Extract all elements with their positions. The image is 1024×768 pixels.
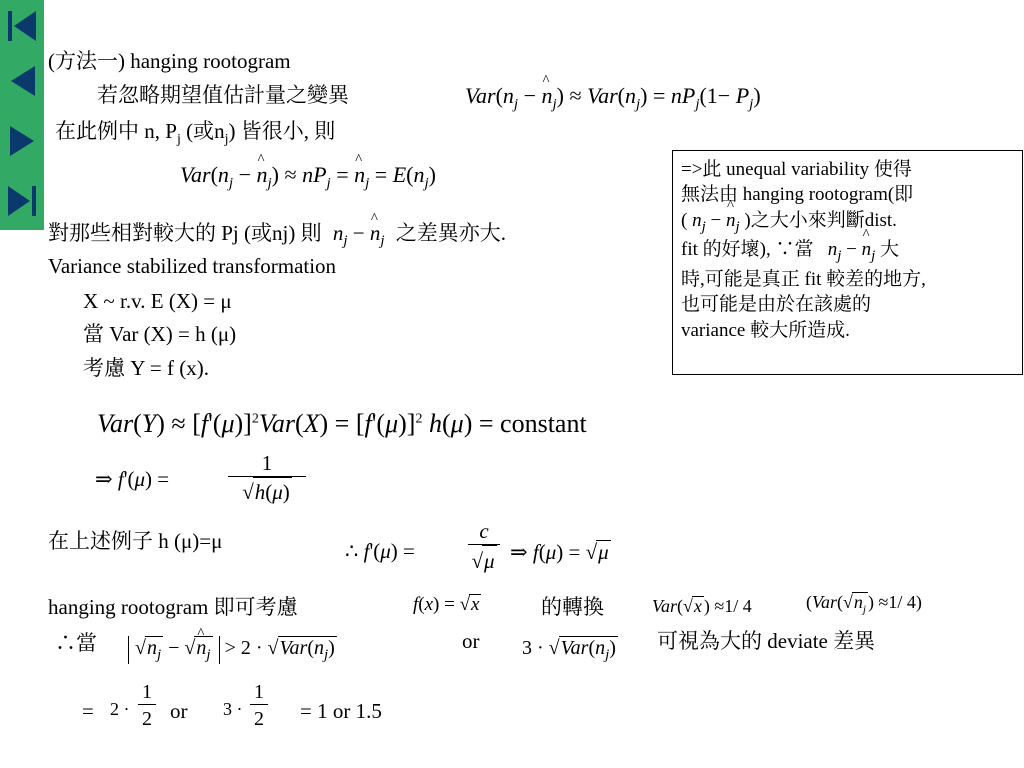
half-fraction-1 bbox=[138, 680, 156, 733]
text-part: 之差異亦大. bbox=[395, 221, 507, 245]
small-values-text bbox=[55, 120, 335, 148]
difference-formula: $n_j$ − ^ $n_j$ bbox=[333, 221, 385, 245]
consider-sqrt-text: hanging rootogram 即可考慮 bbox=[48, 595, 298, 619]
equals-sign: = bbox=[82, 699, 94, 723]
box-line-4: fit 的好壞), ∵當 $n_j$ − ^ $n_j$ 大 bbox=[681, 237, 1014, 267]
box-line-5: 時,可能是真正 fit 較差的地方, bbox=[681, 269, 926, 290]
variance-formula-1: $Var(n_j$ − ^ $n_j) \approx Var(n_j) = nP_j(1- P_j)$ bbox=[465, 84, 761, 113]
last-slide-icon bbox=[5, 183, 39, 219]
first-slide-button[interactable] bbox=[4, 2, 40, 50]
or-label-1: or bbox=[462, 629, 480, 653]
numerator: 1 bbox=[261, 451, 273, 475]
text-part: (或n bbox=[180, 119, 225, 143]
therefore-formula-lhs: ∴ f'(μ) = bbox=[345, 539, 415, 563]
text-part: ) 皆很小, 則 bbox=[228, 119, 336, 143]
box-line-7: variance 較大所造成. bbox=[681, 319, 850, 341]
box-line-1: =>此 unequal variability 使得 bbox=[681, 159, 912, 180]
denominator: √μ bbox=[468, 544, 500, 576]
three-times: 3 · bbox=[223, 699, 243, 719]
ignore-variance-text: 若忽略期望值估計量之變異 bbox=[97, 83, 349, 107]
last-slide-button[interactable] bbox=[4, 177, 40, 225]
text-sub: j bbox=[224, 132, 229, 148]
text-part: 對那些相對較大的 Pj (或nj) 則 bbox=[48, 221, 322, 245]
denominator: 2 bbox=[138, 704, 156, 733]
sqrt-variance-formula: Var(√x ) ≈1/ 4 bbox=[652, 596, 752, 616]
deviate-text: 可視為大的 deviate 差異 bbox=[657, 629, 876, 653]
box-line-3: ( $n_j$ − ^ $n_j$ )之大小來判斷dist. bbox=[681, 208, 1014, 238]
transform-label: 的轉換 bbox=[541, 595, 604, 619]
condition-formula: $√n_j$ − √^ $n_j > 2 \cdot √Var(n_j)$ bbox=[128, 636, 337, 664]
first-slide-icon bbox=[5, 8, 39, 44]
consider-text: 考慮 Y = f (x). bbox=[83, 356, 209, 380]
denominator: 2 bbox=[250, 704, 268, 733]
text-part: fit 的好壞), ∵當 bbox=[681, 239, 814, 261]
delta-method-formula: $Var(Y) \approx [f'(\mu)]^2Var(X) = [f'(\mu)]^2$ h(μ) = constant bbox=[97, 409, 587, 438]
result-text: = 1 or 1.5 bbox=[300, 699, 382, 723]
variance-formula-2: $Var(n_j$ − ^ $n_j) \approx nP_j$ = ^ $n_j = E(n_j)$ bbox=[180, 163, 436, 192]
or-label-2: or bbox=[170, 699, 188, 723]
previous-slide-icon bbox=[5, 63, 39, 99]
variance-text: 當 Var (X) = h (μ) bbox=[83, 322, 237, 346]
derivative-fraction bbox=[228, 450, 306, 506]
vst-heading: Variance stabilized transformation bbox=[48, 254, 337, 278]
denominator: √h(μ) bbox=[228, 476, 306, 506]
text-part: 大 bbox=[880, 239, 900, 261]
text-sub: j bbox=[176, 132, 181, 148]
slide-navigation-bar bbox=[0, 0, 44, 230]
when-label: ∴當 bbox=[55, 631, 97, 655]
example-text: 在上述例子 h (μ)=μ bbox=[48, 529, 223, 553]
alt-condition-formula: $3 \cdot √Var(n_j)$ bbox=[522, 637, 616, 663]
sqrt-variance-formula-2: ($Var(√n_j$ ) ≈1/ 4) bbox=[806, 592, 922, 616]
relative-large-text bbox=[48, 222, 506, 250]
random-variable-text: X ~ r.v. E (X) = μ bbox=[83, 289, 232, 313]
box-line-2: 無法由 hanging rootogram(即 bbox=[681, 184, 914, 206]
half-fraction-2 bbox=[250, 680, 268, 733]
next-slide-button[interactable] bbox=[4, 117, 40, 165]
therefore-fraction bbox=[468, 518, 500, 576]
derivative-formula-lhs: ⇒ f'(μ) = bbox=[95, 467, 170, 491]
previous-slide-button[interactable] bbox=[4, 57, 40, 105]
numerator: c bbox=[479, 519, 489, 543]
numerator: 1 bbox=[254, 681, 264, 703]
box-line-6: 也可能是由於在該處的 bbox=[681, 294, 872, 316]
transform-formula: ⇒ f(μ) = √μ bbox=[510, 540, 609, 564]
text-part: 在此例中 n, P bbox=[55, 119, 177, 143]
method-heading: (方法一) hanging rootogram bbox=[48, 49, 291, 73]
numerator: 1 bbox=[142, 681, 152, 703]
sqrt-transform-formula: f(x) = √x bbox=[413, 594, 480, 615]
text-part: )之大小來判斷dist. bbox=[744, 209, 897, 231]
text-part: ( bbox=[681, 209, 688, 231]
next-slide-icon bbox=[5, 123, 39, 159]
two-times: 2 · bbox=[110, 699, 130, 719]
annotation-box bbox=[672, 150, 1023, 375]
constant-label: constant bbox=[500, 409, 587, 438]
